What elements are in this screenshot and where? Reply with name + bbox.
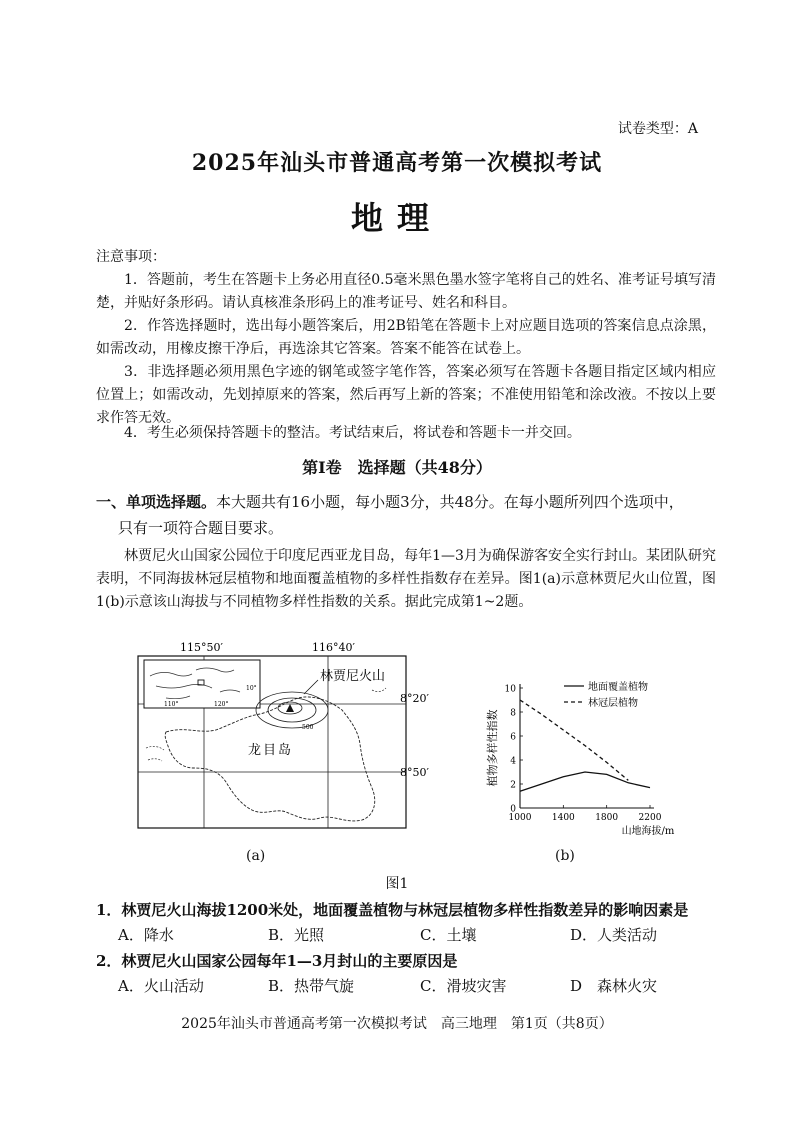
x-axis-label: 山地海拔/m xyxy=(621,826,675,837)
notice-item-3: 3．非选择题必须用黑色字迹的钢笔或签字笔作答，答案必须写在答题卡各题目指定区域内相应位置上；如需改动，先划掉原来的答案，然后再写上新的答案；不准使用铅笔和涂改液。不按以上要求作答无效。 xyxy=(96,364,716,426)
x-tick-label: 2200 xyxy=(638,813,662,823)
island-label: 龙目岛 xyxy=(248,743,294,758)
inset-lon-2: 120° xyxy=(214,701,229,708)
inset-lon-1: 110° xyxy=(164,701,179,708)
lat-label-2: 8°50′ xyxy=(400,766,429,779)
section-title: 第Ⅰ卷 选择题（共48分） xyxy=(302,458,492,477)
inset-map xyxy=(144,660,260,708)
legend-label-2: 林冠层植物 xyxy=(588,698,638,709)
volcano-icon xyxy=(286,704,294,712)
figure-a-map xyxy=(136,640,429,830)
lat-label-1: 8°20′ xyxy=(400,692,429,705)
q1-option-a: A．降水 xyxy=(118,926,174,944)
q1-option-d: D．人类活动 xyxy=(570,926,658,944)
legend-label-1: 地面覆盖植物 xyxy=(588,682,648,693)
paper-type: 试卷类型：A xyxy=(617,121,698,137)
chart-legend xyxy=(564,680,648,709)
chart-series xyxy=(520,700,650,791)
notice-item-2: 2．作答选择题时，选出每小题答案后，用2B铅笔在答题卡上对应题目选项的答案信息点涂黑，如需改动，用橡皮擦干净后，再选涂其它答案。答案不能答在试卷上。 xyxy=(96,318,716,357)
y-tick-label: 4 xyxy=(510,756,516,767)
figure-title: 图1 xyxy=(385,876,409,892)
material-text: 林贾尼火山国家公园位于印度尼西亚龙目岛，每年1—3月为确保游客安全实行封山。某团队研究表明，不同海拔林冠层植物和地面覆盖植物的多样性指数存在差异。图1(a)示意林贾尼火山位置，图1(b)示意该山海拔与不同植物多样性指数的关系。据此完成第1~2题。 xyxy=(96,548,716,610)
figure-b-chart xyxy=(480,676,690,838)
caption-a: (a) xyxy=(246,848,266,864)
exam-title: 2025年汕头市普通高考第一次模拟考试 xyxy=(191,150,603,176)
q1-option-b: B．光照 xyxy=(268,926,325,944)
question-1-stem: 1．林贾尼火山海拔1200米处，地面覆盖植物与林冠层植物多样性指数差异的影响因素是 xyxy=(96,901,689,919)
lon-label-2: 116°40′ xyxy=(312,641,355,654)
q2-option-c: C．滑坡灾害 xyxy=(420,977,507,995)
q2-option-d: D 森林火灾 xyxy=(570,977,658,995)
section-instruction xyxy=(96,489,716,541)
q2-option-b: B．热带气旋 xyxy=(268,977,355,995)
series-line-2 xyxy=(520,700,628,780)
notice-heading: 注意事项： xyxy=(96,249,166,265)
y-tick-label: 0 xyxy=(510,804,516,815)
subject-title: 地理 xyxy=(350,199,443,237)
instruction-lead: 一、单项选择题。 xyxy=(96,493,217,511)
y-tick-label: 8 xyxy=(510,708,516,719)
y-axis-label: 植物多样性指数 xyxy=(486,709,499,787)
volcano-label: 林贾尼火山 xyxy=(320,669,386,684)
notice-item-4: 4．考生必须保持答题卡的整洁。考试结束后，将试卷和答题卡一并交回。 xyxy=(124,425,581,441)
y-tick-label: 10 xyxy=(504,684,516,695)
instruction-text: 本大题共有16小题，每小题3分，共48分。在每小题所列四个选项中， xyxy=(216,493,684,511)
lon-label-1: 115°50′ xyxy=(180,641,223,654)
q1-option-c: C．土壤 xyxy=(420,926,477,944)
y-tick-label: 2 xyxy=(510,780,516,791)
x-tick-label: 1000 xyxy=(508,813,532,823)
x-tick-label: 1800 xyxy=(595,813,619,823)
page-footer: 2025年汕头市普通高考第一次模拟考试 高三地理 第1页（共8页） xyxy=(181,1016,613,1032)
q2-option-a: A．火山活动 xyxy=(118,977,204,995)
contour-label: 500 xyxy=(302,724,314,731)
caption-b: (b) xyxy=(555,848,575,864)
volcano-pointer xyxy=(304,680,318,694)
y-tick-label: 6 xyxy=(510,732,516,743)
inset-lat: 10° xyxy=(246,685,257,692)
notice-item-1: 1．答题前，考生在答题卡上务必用直径0.5毫米黑色墨水签字笔将自己的姓名、准考证号填写清楚，并贴好条形码。请认真核准条形码上的准考证号、姓名和科目。 xyxy=(96,272,716,311)
question-2-stem: 2．林贾尼火山国家公园每年1—3月封山的主要原因是 xyxy=(96,952,458,970)
x-tick-label: 1400 xyxy=(551,813,575,823)
series-line-1 xyxy=(520,772,650,791)
instruction-line2: 只有一项符合题目要求。 xyxy=(118,519,284,537)
island-coastline xyxy=(165,697,375,821)
